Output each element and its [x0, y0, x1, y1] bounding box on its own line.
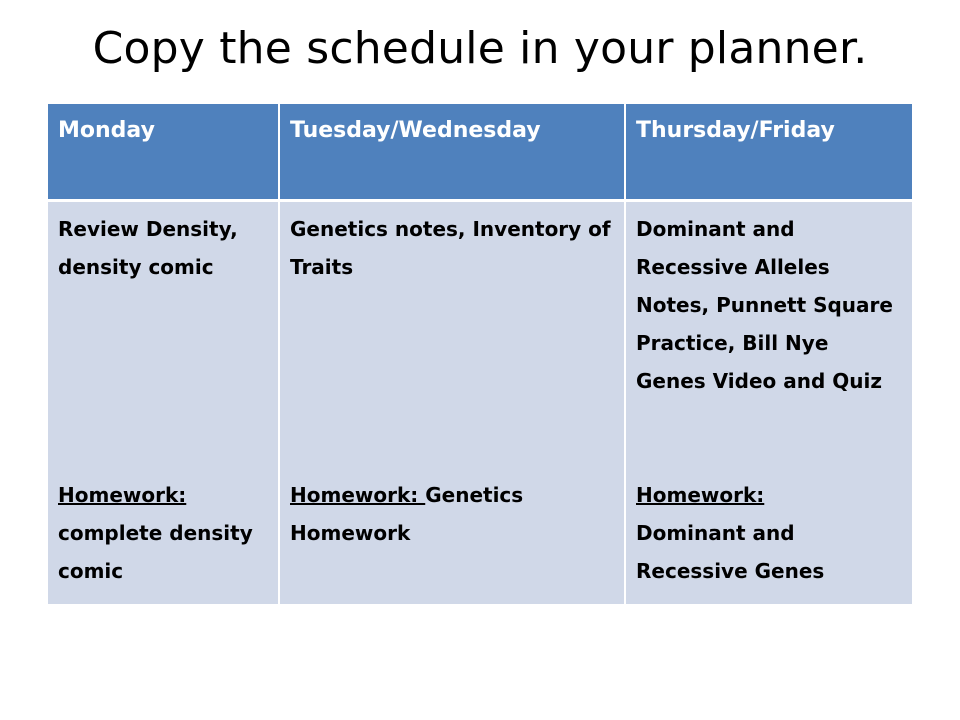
cell-monday: [48, 200, 279, 604]
homework-text: Genetics Homework: [290, 482, 524, 545]
cell-thursday-friday: [625, 200, 912, 604]
homework-label: Homework:: [290, 482, 426, 507]
homework-label: Homework:: [636, 482, 765, 507]
task-text: Genetics notes, Inventory of Traits: [290, 216, 611, 279]
header-monday: Monday: [48, 104, 279, 200]
header-row: [48, 104, 912, 200]
homework-block: [290, 476, 614, 552]
schedule-table: [48, 104, 912, 604]
header-tuesday-wednesday: Tuesday/Wednesday: [279, 104, 625, 200]
homework-block: [636, 476, 902, 590]
task-text: Dominant and Recessive Alleles Notes, Punnett Square Practice, Bill Nye Genes Video and Quiz: [636, 216, 893, 393]
homework-text: complete density comic: [58, 520, 253, 583]
schedule-row: [48, 200, 912, 604]
homework-block: [58, 476, 268, 590]
homework-text: Dominant and Recessive Genes: [636, 520, 825, 583]
cell-tuesday-wednesday: [279, 200, 625, 604]
header-thursday-friday: Thursday/Friday: [625, 104, 912, 200]
page-title: Copy the schedule in your planner.: [92, 23, 868, 74]
task-text: Review Density, density comic: [58, 216, 238, 279]
homework-label: Homework:: [58, 482, 187, 507]
